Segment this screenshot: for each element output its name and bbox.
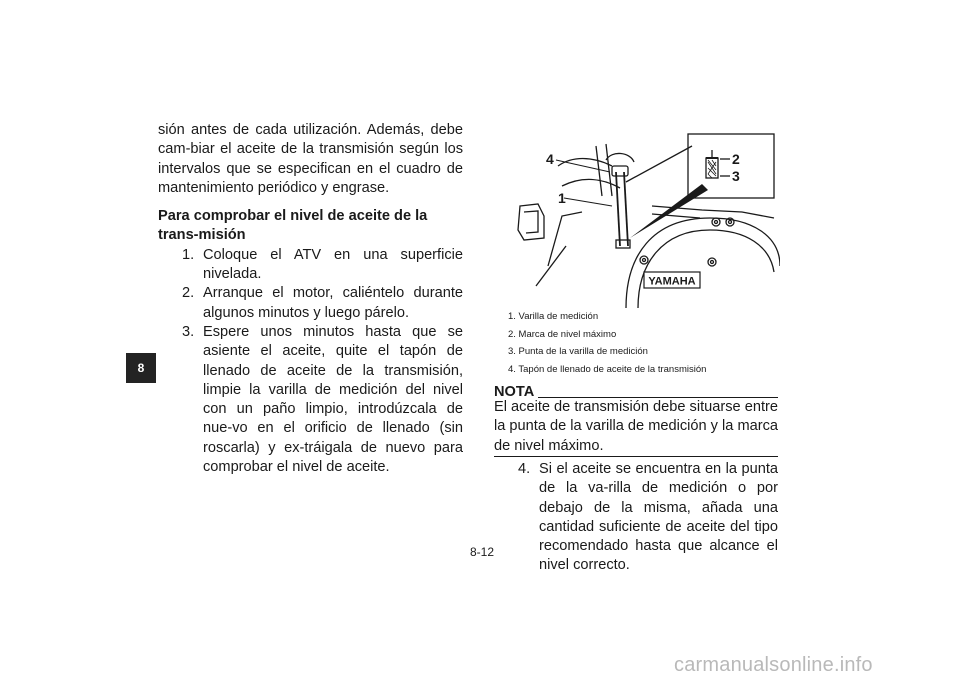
- nota-end-rule: [494, 456, 778, 457]
- page-number: 8-12: [469, 545, 495, 559]
- nota-body: El aceite de transmisión debe situarse entre la punta de la varilla de medición y la marca de nivel máximo.: [494, 399, 778, 454]
- nota-title: NOTA: [494, 384, 535, 400]
- caption-item: 3. Punta de la varilla de medición: [508, 346, 648, 358]
- callout-4: 4: [546, 151, 554, 167]
- step-item: 3. Espere unos minutos hasta que se asiente el aceite, quite el tapón de llenado de aceite de la transmisión, limpie la varilla de medición del nivel con un paño limpio, introdúzcala de nue-vo en el orificio de llenado (sin roscarla) y ex-tráigala de nuevo para comprobar el nivel de aceite.: [182, 323, 463, 476]
- step-item: 2. Arranque el motor, caliéntelo durante algunos minutos y luego párelo.: [182, 285, 463, 321]
- callout-1: 1: [558, 190, 566, 206]
- step-item: 1. Coloque el ATV en una superficie nivelada.: [182, 246, 463, 283]
- caption-item: 4. Tapón de llenado de aceite de la transmisión: [508, 363, 707, 375]
- engine-drawing: [502, 126, 780, 308]
- step-item: 4. Si el aceite se encuentra en la punta de la va-rilla de medición o por debajo de la misma, añada una cantidad suficiente de aceite del tipo recomendado hasta que alcance el nivel correcto.: [518, 461, 778, 574]
- callout-2: 2: [732, 151, 740, 167]
- dipstick-illustration: [502, 126, 780, 308]
- left-column: [158, 121, 463, 477]
- engine-logo: YAMAHA: [648, 275, 696, 288]
- caption-item: 2. Marca de nivel máximo: [508, 328, 617, 340]
- callout-3: 3: [732, 168, 740, 184]
- intro-paragraph: sión antes de cada utilización. Además, debe cam-biar el aceite de la transmisión según los intervalos que se especifican en el cuadro de mantenimiento periódico y engrase.: [158, 122, 463, 196]
- watermark: carmanualsonline.info: [674, 654, 873, 676]
- steps-list-continued: [494, 460, 778, 576]
- steps-list: [158, 246, 463, 478]
- caption-item: 1. Varilla de medición: [508, 311, 599, 322]
- section-tab: 8: [126, 353, 156, 383]
- figure-captions: [508, 308, 788, 378]
- section-heading: Para comprobar el nivel de aceite de la trans-misión: [158, 208, 428, 244]
